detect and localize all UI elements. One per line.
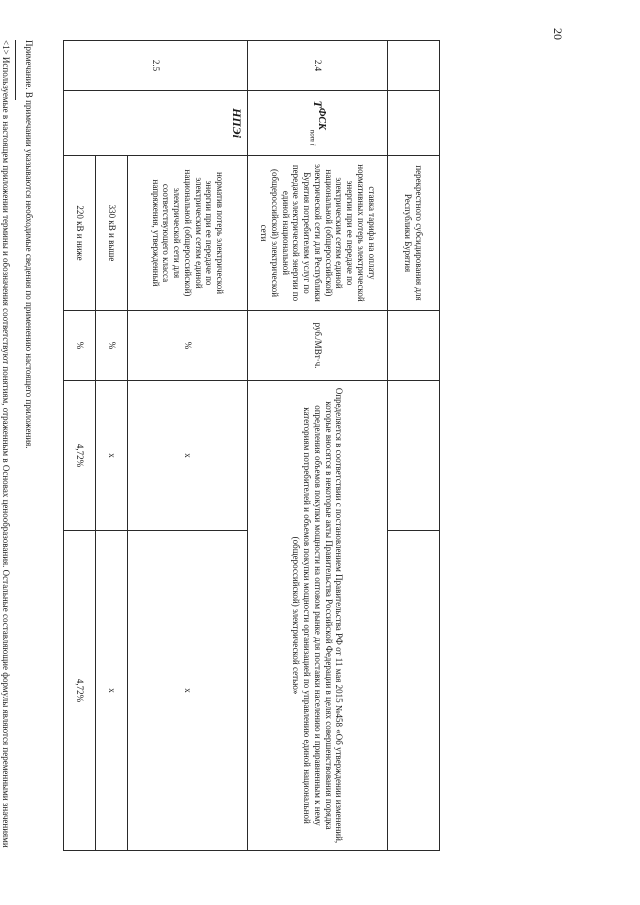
page-number: 20	[551, 28, 565, 40]
row-number-cell: 2.4	[248, 41, 388, 91]
symbol-superscript: ФСК	[315, 107, 327, 130]
description-cell: норматив потерь электрической энергии при ее передаче по электрическим сетям единой национальной (общероссийской) электрической сети для соответствующего класса напряжения, утвержденный	[128, 156, 248, 311]
subitem-cell: 330 кВ и выше	[96, 156, 128, 311]
symbol-cell	[248, 91, 388, 156]
value-cell: x	[128, 531, 248, 851]
tariff-table	[63, 40, 440, 851]
unit-cell	[388, 311, 440, 381]
note-text: Примечание. В примечании указываются необходимые сведения по применению настоящего приложения.	[24, 40, 34, 449]
table-row	[64, 41, 96, 851]
row-number-cell	[388, 41, 440, 91]
unit-cell: руб./МВт·ч.	[248, 311, 388, 381]
value-cell	[388, 531, 440, 851]
subitem-cell: 220 кВ и ниже	[64, 156, 96, 311]
value-cell: Определяется в соответствии с постановлением Правительства РФ от 11 мая 2015 №458 «Об утверждении изменений, которые вносятся в некоторые акты Правительства Российской Федерации в целях совершенствования порядка определения объемов покупки мощности на оптовом рынке для поставки населению и приравненным к нему категориям потребителей и объемов покупки мощности организацией по управлению единой национальной (общероссийской) электрической сетью»	[248, 381, 388, 851]
rotated-content	[1, 40, 440, 850]
table-row	[128, 41, 248, 851]
symbol-base: T	[310, 100, 325, 108]
footnote-text: <1> Используемые в настоящем приложении термины и обозначения соответствуют понятиям, отраженным в Основах ценообразования. Остальные составляющие формулы являются переменными значениями	[1, 40, 12, 848]
table-row	[248, 41, 388, 851]
symbol-cell	[388, 91, 440, 156]
table-row	[388, 41, 440, 851]
unit-cell: %	[128, 311, 248, 381]
value-cell: 4,72%	[64, 531, 96, 851]
symbol-subscript: пот i	[308, 129, 317, 146]
value-cell: x	[96, 531, 128, 851]
symbol-cell: НПЭi	[64, 91, 248, 156]
row-number-cell: 2.5	[64, 41, 248, 91]
value-cell: 4,72%	[64, 381, 96, 531]
table-row	[96, 41, 128, 851]
value-cell	[388, 381, 440, 531]
notes-section	[0, 40, 36, 850]
footnote-divider	[15, 40, 16, 100]
description-cell: перекрестного субсидирования для Республики Бурятия	[388, 156, 440, 311]
value-cell: x	[96, 381, 128, 531]
value-cell: x	[128, 381, 248, 531]
unit-cell: %	[64, 311, 96, 381]
description-cell: ставка тарифа на оплату нормативных потерь электрической энергии при ее передаче по электрическим сетям единой национальной (общероссийской) электрической сети для Республики Бурятия потребителям услуг по передаче электрической энергии по единой национальной (общероссийской) электрической сети	[248, 156, 388, 311]
unit-cell: %	[96, 311, 128, 381]
